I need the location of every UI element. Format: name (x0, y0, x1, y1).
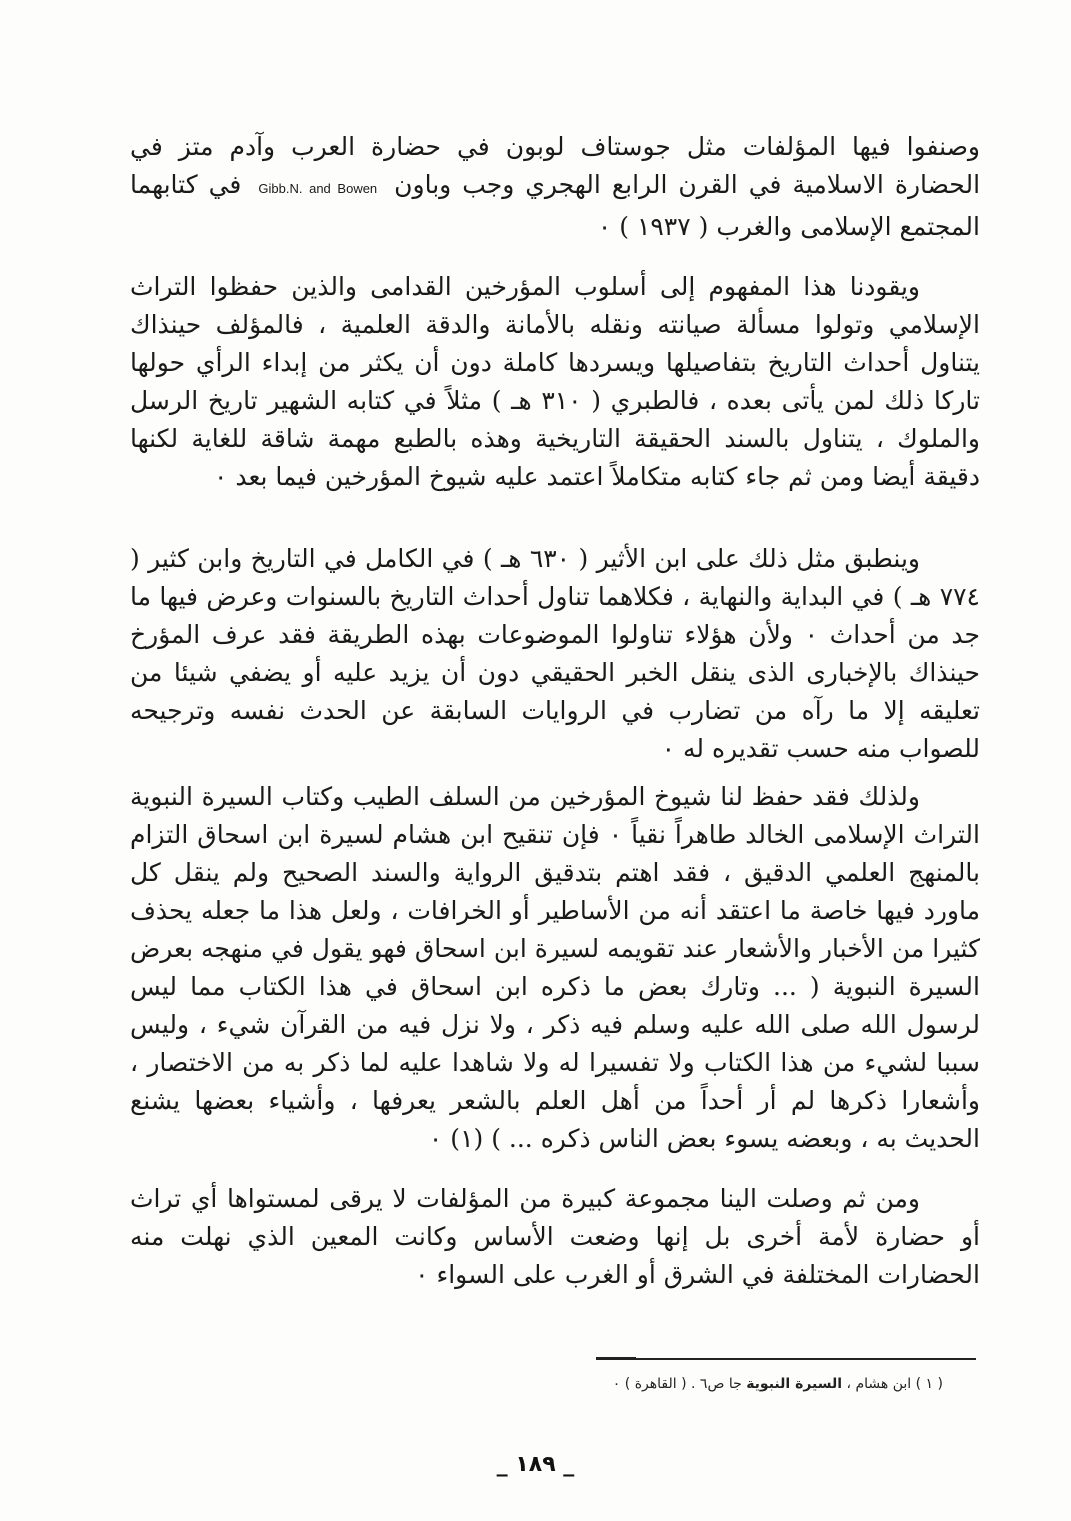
paragraph-2 (130, 268, 980, 496)
footnote-marker: ( ١ ) ابن هشام ، (846, 1376, 943, 1392)
latin-citation: Gibb.N. and Bowen (258, 181, 378, 196)
paragraph-5-text: ومن ثم وصلت الينا مجموعة كبيرة من المؤلفات لا يرقى لمستواها أي تراث أو حضارة لأمة أخرى بل إنها وضعت الأساس وكانت المعين الذي نهلت منه الحضارات المختلفة في الشرق أو الغرب على السواء ٠ (130, 1184, 980, 1289)
paragraph-1-text-a: وصنفوا فيها المؤلفات مثل جوستاف لوبون في حضارة العرب وآدم متز في الحضارة الاسلامية في القرن الرابع الهجري وجب وباون (130, 132, 981, 199)
paragraph-4 (130, 778, 980, 1158)
footnote-rest: جا ص٦ . ( القاهرة ) ٠ (612, 1376, 742, 1392)
paragraph-2-text: ويقودنا هذا المفهوم إلى أسلوب المؤرخين القدامى والذين حفظوا التراث الإسلامي وتولوا مسألة صيانته ونقله بالأمانة والدقة العلمية ، فالمؤلف حينذاك يتناول أحداث التاريخ بتفاصيلها ويسردها كاملة دون أن يكثر من إبداء الرأي حولها تاركا ذلك لمن يأتى بعده ، فالطبري ( ٣١٠ هـ ) مثلاً في كتابه الشهير تاريخ الرسل والملوك ، يتناول بالسند الحقيقة التاريخية وهذه بالطبع مهمة شاقة للغاية لكنها دقيقة أيضا ومن ثم جاء كتابه متكاملاً اعتمد عليه شيوخ المؤرخين فيما بعد ٠ (130, 272, 980, 491)
page-number: _ ١٨٩ _ (496, 1452, 575, 1477)
paragraph-1 (130, 128, 980, 246)
paragraph-4-text: ولذلك فقد حفظ لنا شيوخ المؤرخين من السلف الطيب وكتاب السيرة النبوية التراث الإسلامى الخالد طاهراً نقياً ٠ فإن تنقيح ابن هشام لسيرة ابن اسحاق التزام بالمنهج العلمي الدقيق ، فقد اهتم بتدقيق الرواية والسند الصحيح ولم ينقل كل ماورد فيها خاصة ما اعتقد أنه من الأساطير أو الخرافات ، ولعل هذا ما جعله يحذف كثيرا من الأخبار والأشعار عند تقويمه لسيرة ابن اسحاق فهو يقول في منهجه بعرض السيرة النبوية ( ... وتارك بعض ما ذكره ابن اسحاق في هذا الكتاب مما ليس لرسول الله صلى الله عليه وسلم فيه ذكر ، ولا نزل فيه من القرآن شيء ، وليس سببا لشيء من هذا الكتاب ولا تفسيرا له ولا شاهدا عليه لما ذكر به من الاختصار ، وأشعارا ذكرها لم أر أحداً من أهل العلم بالشعر يعرفها ، وأشياء بعضها يشنع الحديث به ، وبعضه يسوء بعض الناس ذكره ... ) (١) ٠ (130, 782, 980, 1153)
paragraph-5 (130, 1180, 980, 1294)
paragraph-1-text-b: في كتابهما المجتمع الإسلامى والغرب ( ١٩٣٧ ) ٠ (130, 170, 980, 241)
footnote-title: السيرة النبوية (746, 1376, 843, 1392)
footnote (613, 1374, 943, 1394)
paragraph-3 (130, 540, 980, 768)
footnote-divider (596, 1358, 976, 1360)
paragraph-3-text: وينطبق مثل ذلك على ابن الأثير ( ٦٣٠ هـ ) في الكامل في التاريخ وابن كثير ( ٧٧٤ هـ ) في البداية والنهاية ، فكلاهما تناول أحداث التاريخ بالسنوات وعرض فيها ما جد من أحداث ٠ ولأن هؤلاء تناولوا الموضوعات بهذه الطريقة فقد عرف المؤرخ حينذاك بالإخبارى الذى ينقل الخبر الحقيقي دون أن يزيد عليه أو يضفي شيئا من تعليقه إلا ما رآه من تضارب في الروايات السابقة عن الحدث نفسه وترجيحه للصواب منه حسب تقديره له ٠ (130, 544, 981, 763)
